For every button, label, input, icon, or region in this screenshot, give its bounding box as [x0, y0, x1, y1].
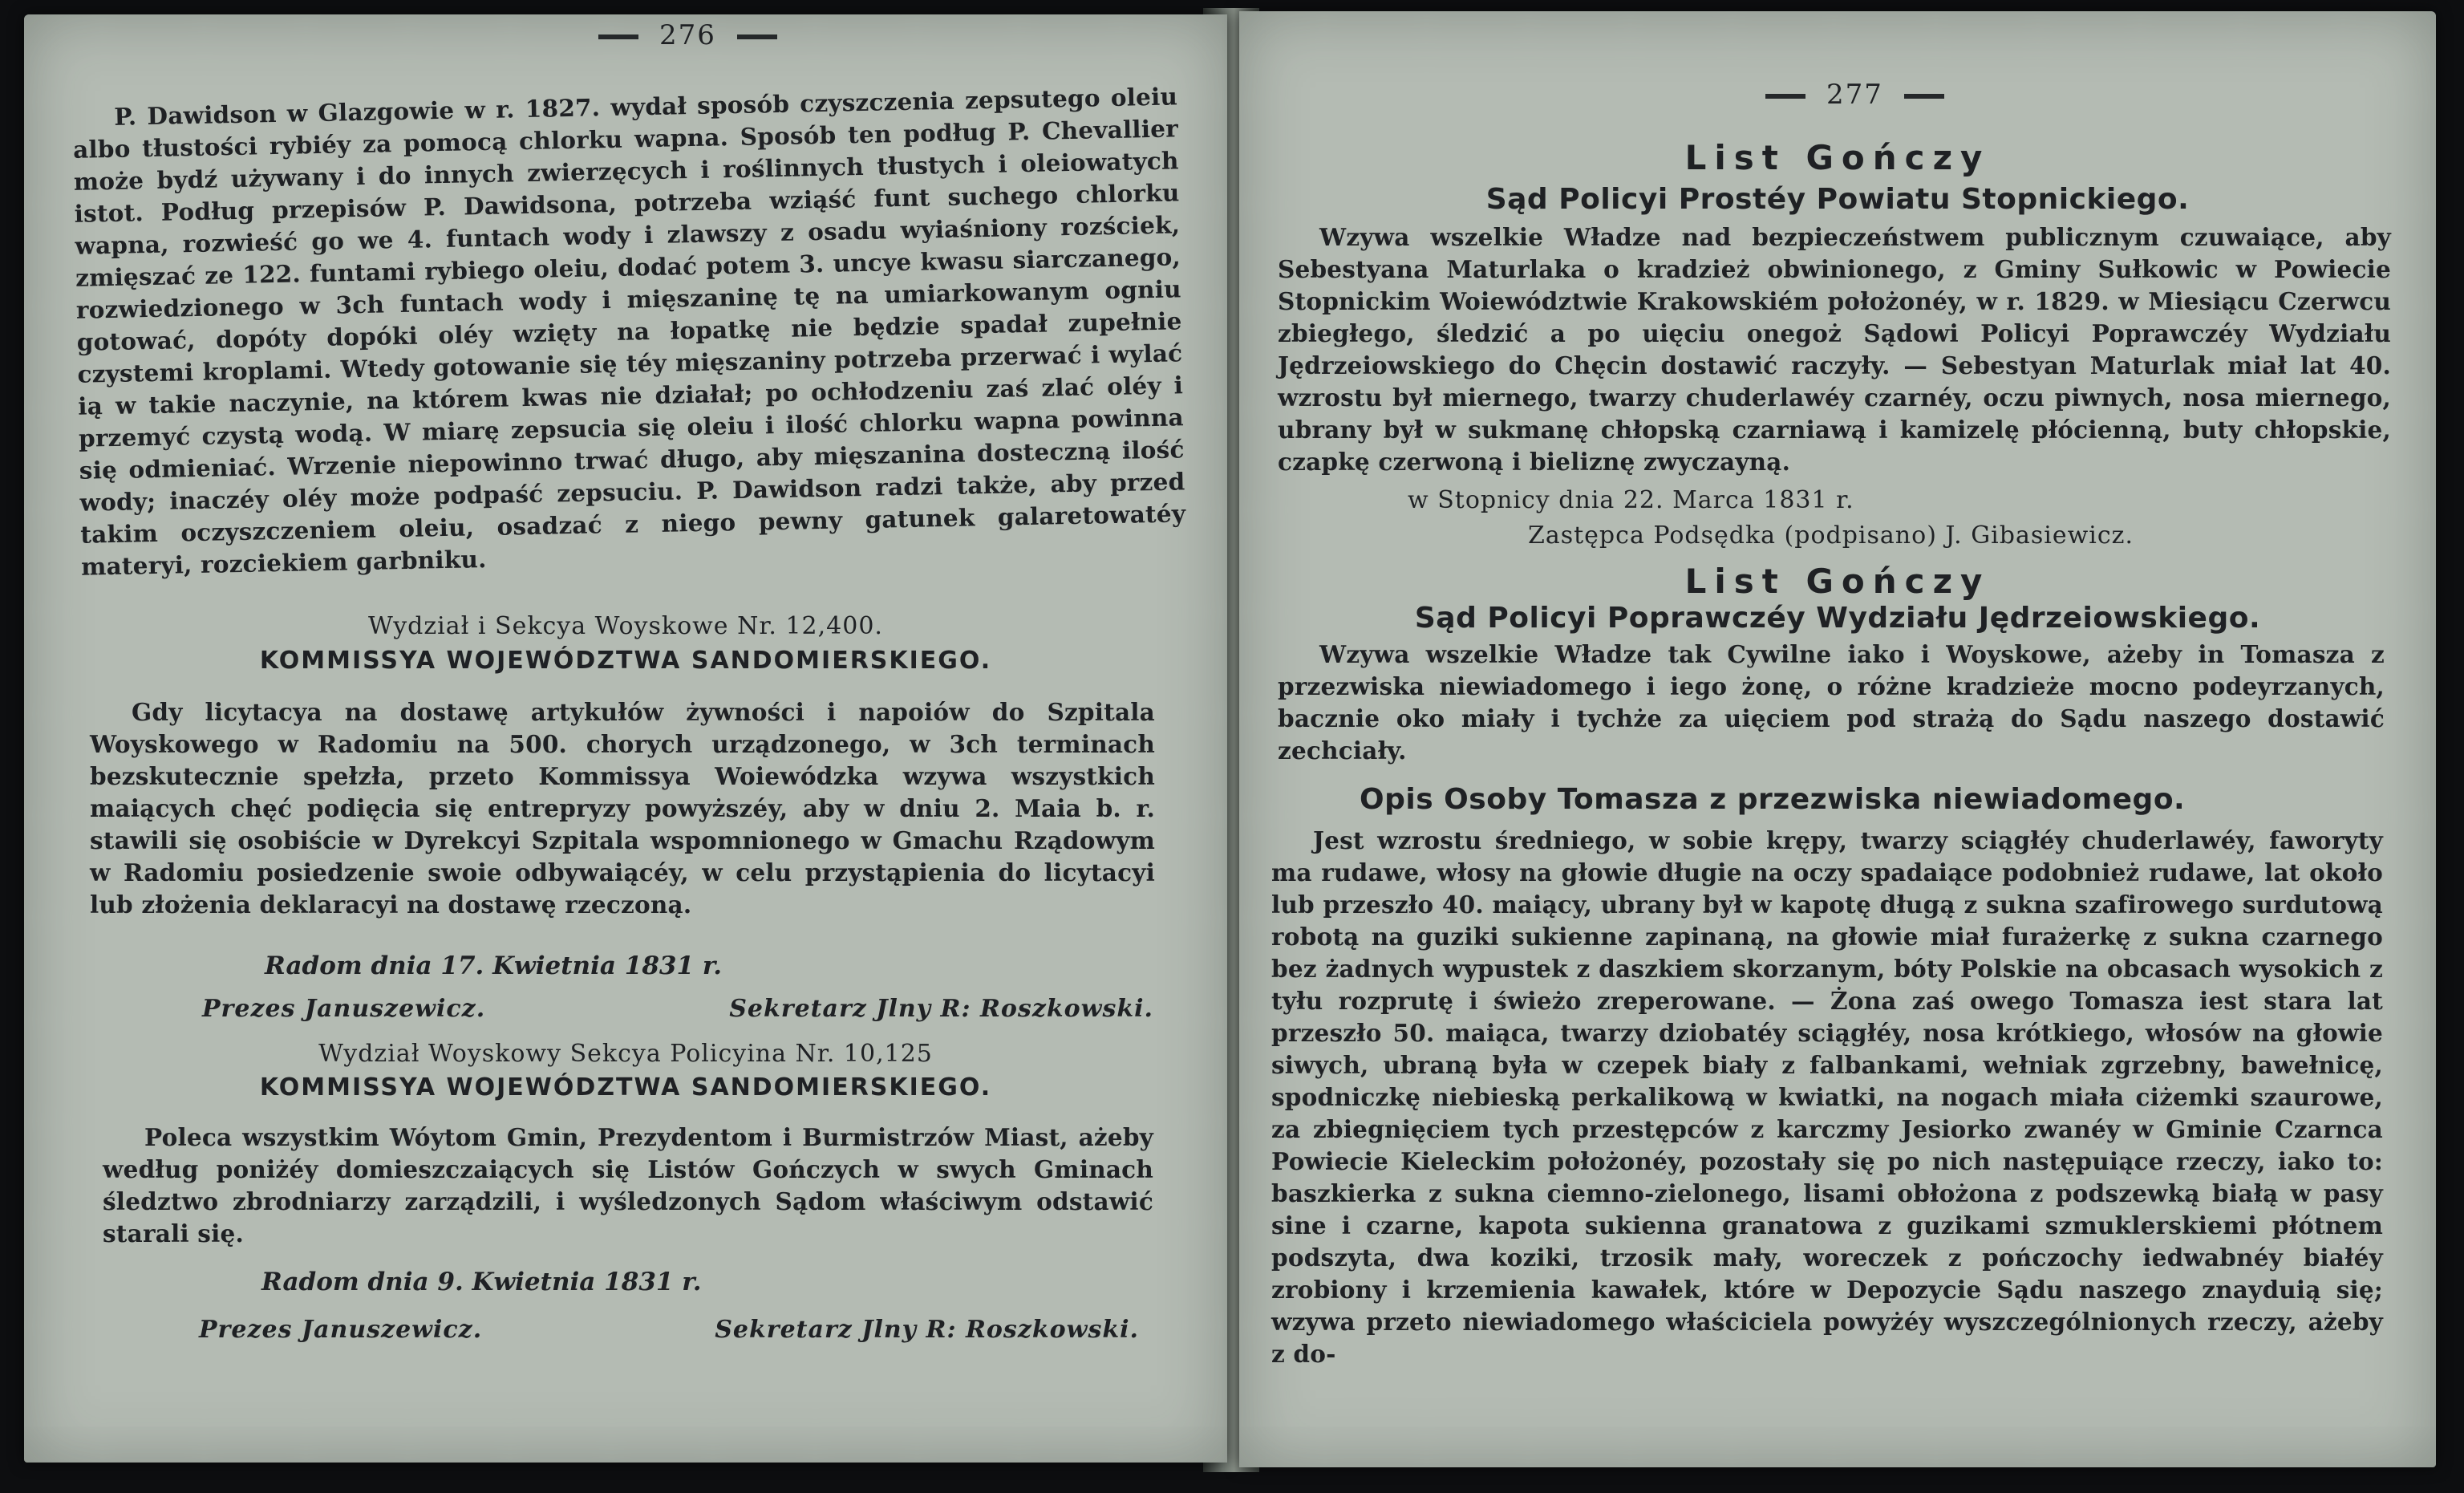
letter1-paragraph: Wzywa wszelkie Władze nad bezpieczeństwem publicznym czuwaiące, aby Sebestyana Maturlaka o kradzież obwinionego, z Gminy Sułkowic w Powiecie Stopnickim Woiewództwie Krakowskiém położonéy, w r. 1829. w Miesiącu Czerwcu zbiegłego, śledzić a po uięciu onegoż Sądowi Policyi Poprawczéy Wydziału Jędrzeiowskiego do Chęcin dostawić raczyły. — Sebestyan Maturlak miał lat 40. wzrostu był miernego, twarzy chuderlawéy czarnéy, oczu piwnych, nosa miernego, ubrany był w sukmanę chłopską czarniawą i kamizelę płócienną, buty chłopskie, czapkę czerwoną i bieliznę zwyczayną.	[1278, 223, 2391, 476]
dawidson-article	[24, 79, 1227, 584]
article-paragraph: P. Dawidson w Glazgowie w r. 1827. wydał sposób czyszczenia zepsutego oleiu albo tłustości rybiéy za pomocą chlorku wapna. Sposób ten podług P. Chevallier może bydź używany i do innych zwierzęcych i roślinnych tłustych i oleiowatych istot. Podług przepisów P. Dawidsona, potrzeba wziąść funt suchego chlorku wapna, rozwieść go we 4. funtach wody i zlawszy z osadu wyiaśniony rozściek, zmięszać ze 122. funtami rybiego oleiu, dodać potem 3. uncye kwasu siarczanego, rozwiedzionego w 3ch funtach wody i mięszaninę tę na umiarkowanym ogniu gotować, dopóty dopóki oléy wzięty na łopatkę nie będzie spadał zupełnie czystemi kroplami. Wtedy gotowanie się téy mięszaniny potrzeba przerwać i wylać ią w takie naczynie, na którem kwas nie działał; po ochłodzeniu zaś zlać oléy i przemyć czystą wodą. W miarę zepsucia się oleiu i ilość chlorku wapna powinna się odmieniać. Wrzenie niepowinno trwać długo, aby mięszanina dosteczną ilość wody; inaczéy oléy może podpaść zepsuciu. P. Dawidson radzi także, aby przed takim oczyszczeniem oleiu, osadzać z niego pewny gatunek galaretowatéy materyi, rozciekiem garbniku.	[72, 82, 1186, 581]
notice2-paragraph: Poleca wszystkim Wóytom Gmin, Prezydentom i Burmistrzów Miast, ażeby według poniżéy domieszczaiących się Listów Gończych w swych Gminach śledztwo zbrodniarzy zarządzili, i wyśledzonych Sądom właściwym odstawić starali się.	[103, 1123, 1153, 1248]
notice2-heading	[24, 1073, 1227, 1101]
notice2-header-text: KOMMISSYA WOJEWÓDZTWA SANDOMIERSKIEGO.	[259, 1073, 992, 1101]
notice1-ref-text: Wydział i Sekcya Woyskowe Nr. 12,400.	[368, 612, 883, 640]
left-page-header	[578, 19, 798, 51]
left-page-number: 276	[659, 19, 716, 51]
letter1-signature-block	[1239, 521, 2436, 550]
header-rule	[737, 34, 777, 39]
right-page-number: 277	[1826, 79, 1883, 111]
notice1-header-text: KOMMISSYA WOJEWÓDZTWA SANDOMIERSKIEGO.	[259, 647, 992, 675]
header-rule	[1904, 94, 1944, 99]
letter1-signature: Zastępca Podsędka (podpisano) J. Gibasiewicz.	[1528, 521, 2134, 550]
notice1-body	[24, 696, 1227, 921]
notice2-body	[24, 1122, 1227, 1250]
letter1-dateline	[1239, 486, 2436, 514]
letter2-body	[1239, 639, 2436, 767]
notice1-signatures	[24, 995, 1227, 1023]
notice2-dateline	[24, 1268, 1227, 1296]
description-title: Opis Osoby Tomasza z przezwiska niewiadomego.	[1360, 783, 2186, 816]
notice2-reference	[24, 1040, 1227, 1068]
notice1-dateline	[24, 951, 1227, 980]
description-paragraph: Jest wzrostu średniego, w sobie krępy, twarzy sciągłéy chuderlawéy, faworyty ma rudawe, włosy na głowie długie na oczy spadaiące podobnież rudawe, lat około lub przeszło 40. maiący, ubrany był w kapotę długą z sukna szafirowego surdutową robotą na guziki sukienne zapinaną, na głowie miał furażerkę z sukna czarnego bez żadnych wypustek z daszkiem skorzanym, bóty Polskie na obcasach wysokich z tyłu rozprutę i świeżo zreperowane. — Żona zaś owego Tomasza iest stara lat przeszło 50. maiąca, twarzy dziobatéy sciągłéy, nosa krótkiego, włosów na głowie siwych, ubraną była w czepek biały z falbankami, wełniak zgrzebny, bawełnicę, spodniczkę niebieską perkalikową w kwiatki, na nogach miała ciżemki szaurowe, za zbiegnięciem tych przestępców z karczmy Jesiorko zwanéy w Gminie Czarnca Powiecie Kieleckim położonéy, pozostały się po nich następuiące rzeczy, iako to: baszkierka z sukna ciemno-zielonego, lisami obłożona z podszewką białą w pasy sine i czarne, kapota sukienna granatowa z guzikami szmuklerskiemi płótnem podszyta, dwa koziki, trzosik mały, woreczek z pończochy iedwabnéy białéy zrobiony i krzemienia kawałek, które w Depozycie Sądu naszego znayduią się; wzywa przeto niewiadomego właściciela powyżéy wyszczególnionych rzeczy, ażeby z do-	[1271, 826, 2383, 1368]
left-page	[24, 14, 1227, 1463]
notice2-secretary-signature: Sekretarz Jlny R: Roszkowski.	[715, 1316, 1139, 1344]
notice2-ref-text: Wydział Woyskowy Sekcya Policyina Nr. 10,125	[318, 1040, 933, 1068]
letter1-date: w Stopnicy dnia 22. Marca 1831 r.	[1408, 486, 1854, 514]
description-title-block	[1239, 783, 2436, 816]
notice1-date: Radom dnia 17. Kwietnia 1831 r.	[265, 951, 723, 980]
description-body	[1239, 825, 2436, 1370]
notice2-president-signature: Prezes Januszewicz.	[199, 1316, 483, 1344]
letter2-court-block	[1239, 602, 2436, 635]
letter1-court-block	[1239, 183, 2436, 216]
header-rule	[1765, 94, 1805, 99]
notice1-paragraph: Gdy licytacya na dostawę artykułów żywności i napoiów do Szpitala Woyskowego w Radomiu na 500. chorych urządzonego, w 3ch terminach bezskutecznie spełzła, przeto Kommissya Woiewódzka wzywa wszystkich maiących chęć podięcia się entrepryzy powyższéy, aby w dniu 2. Maia b. r. stawili się osobiście w Dyrekcyi Szpitala wspomnionego w Gmachu Rządowym w Radomiu posiedzenie swoie odbywaiącéy, w celu przystąpienia do licytacyi lub złożenia deklaracyi na dostawę rzeczoną.	[90, 698, 1155, 919]
notice1-secretary-signature: Sekretarz Jlny R: Roszkowski.	[729, 995, 1153, 1023]
letter2-court: Sąd Policyi Poprawczéy Wydziału Jędrzeiowskiego.	[1414, 602, 2261, 635]
letter2-title: List Gończy	[1684, 562, 1991, 601]
right-page-header	[1745, 79, 1965, 111]
letter1-body	[1239, 221, 2436, 478]
notice1-heading	[24, 647, 1227, 675]
notice1-president-signature: Prezes Januszewicz.	[202, 995, 486, 1023]
right-page	[1239, 11, 2436, 1467]
header-rule	[598, 34, 638, 39]
notice1-reference	[24, 612, 1227, 640]
notice2-signatures	[24, 1316, 1227, 1344]
notice2-date: Radom dnia 9. Kwietnia 1831 r.	[261, 1268, 702, 1296]
letter2-paragraph: Wzywa wszelkie Władze tak Cywilne iako i Woyskowe, ażeby in Tomasza z przezwiska niewiadomego i iego żonę, o różne kradzieże mocno podeyrzanych, bacznie oko miały i tychże za uięciem pod strażą do Sądu naszego dostawić zechciały.	[1278, 640, 2385, 765]
letter1-court: Sąd Policyi Prostéy Powiatu Stopnickiego.	[1485, 183, 2190, 216]
letter2-title-block	[1239, 562, 2436, 601]
letter1-title-block	[1239, 138, 2436, 177]
letter1-title: List Gończy	[1684, 138, 1991, 177]
